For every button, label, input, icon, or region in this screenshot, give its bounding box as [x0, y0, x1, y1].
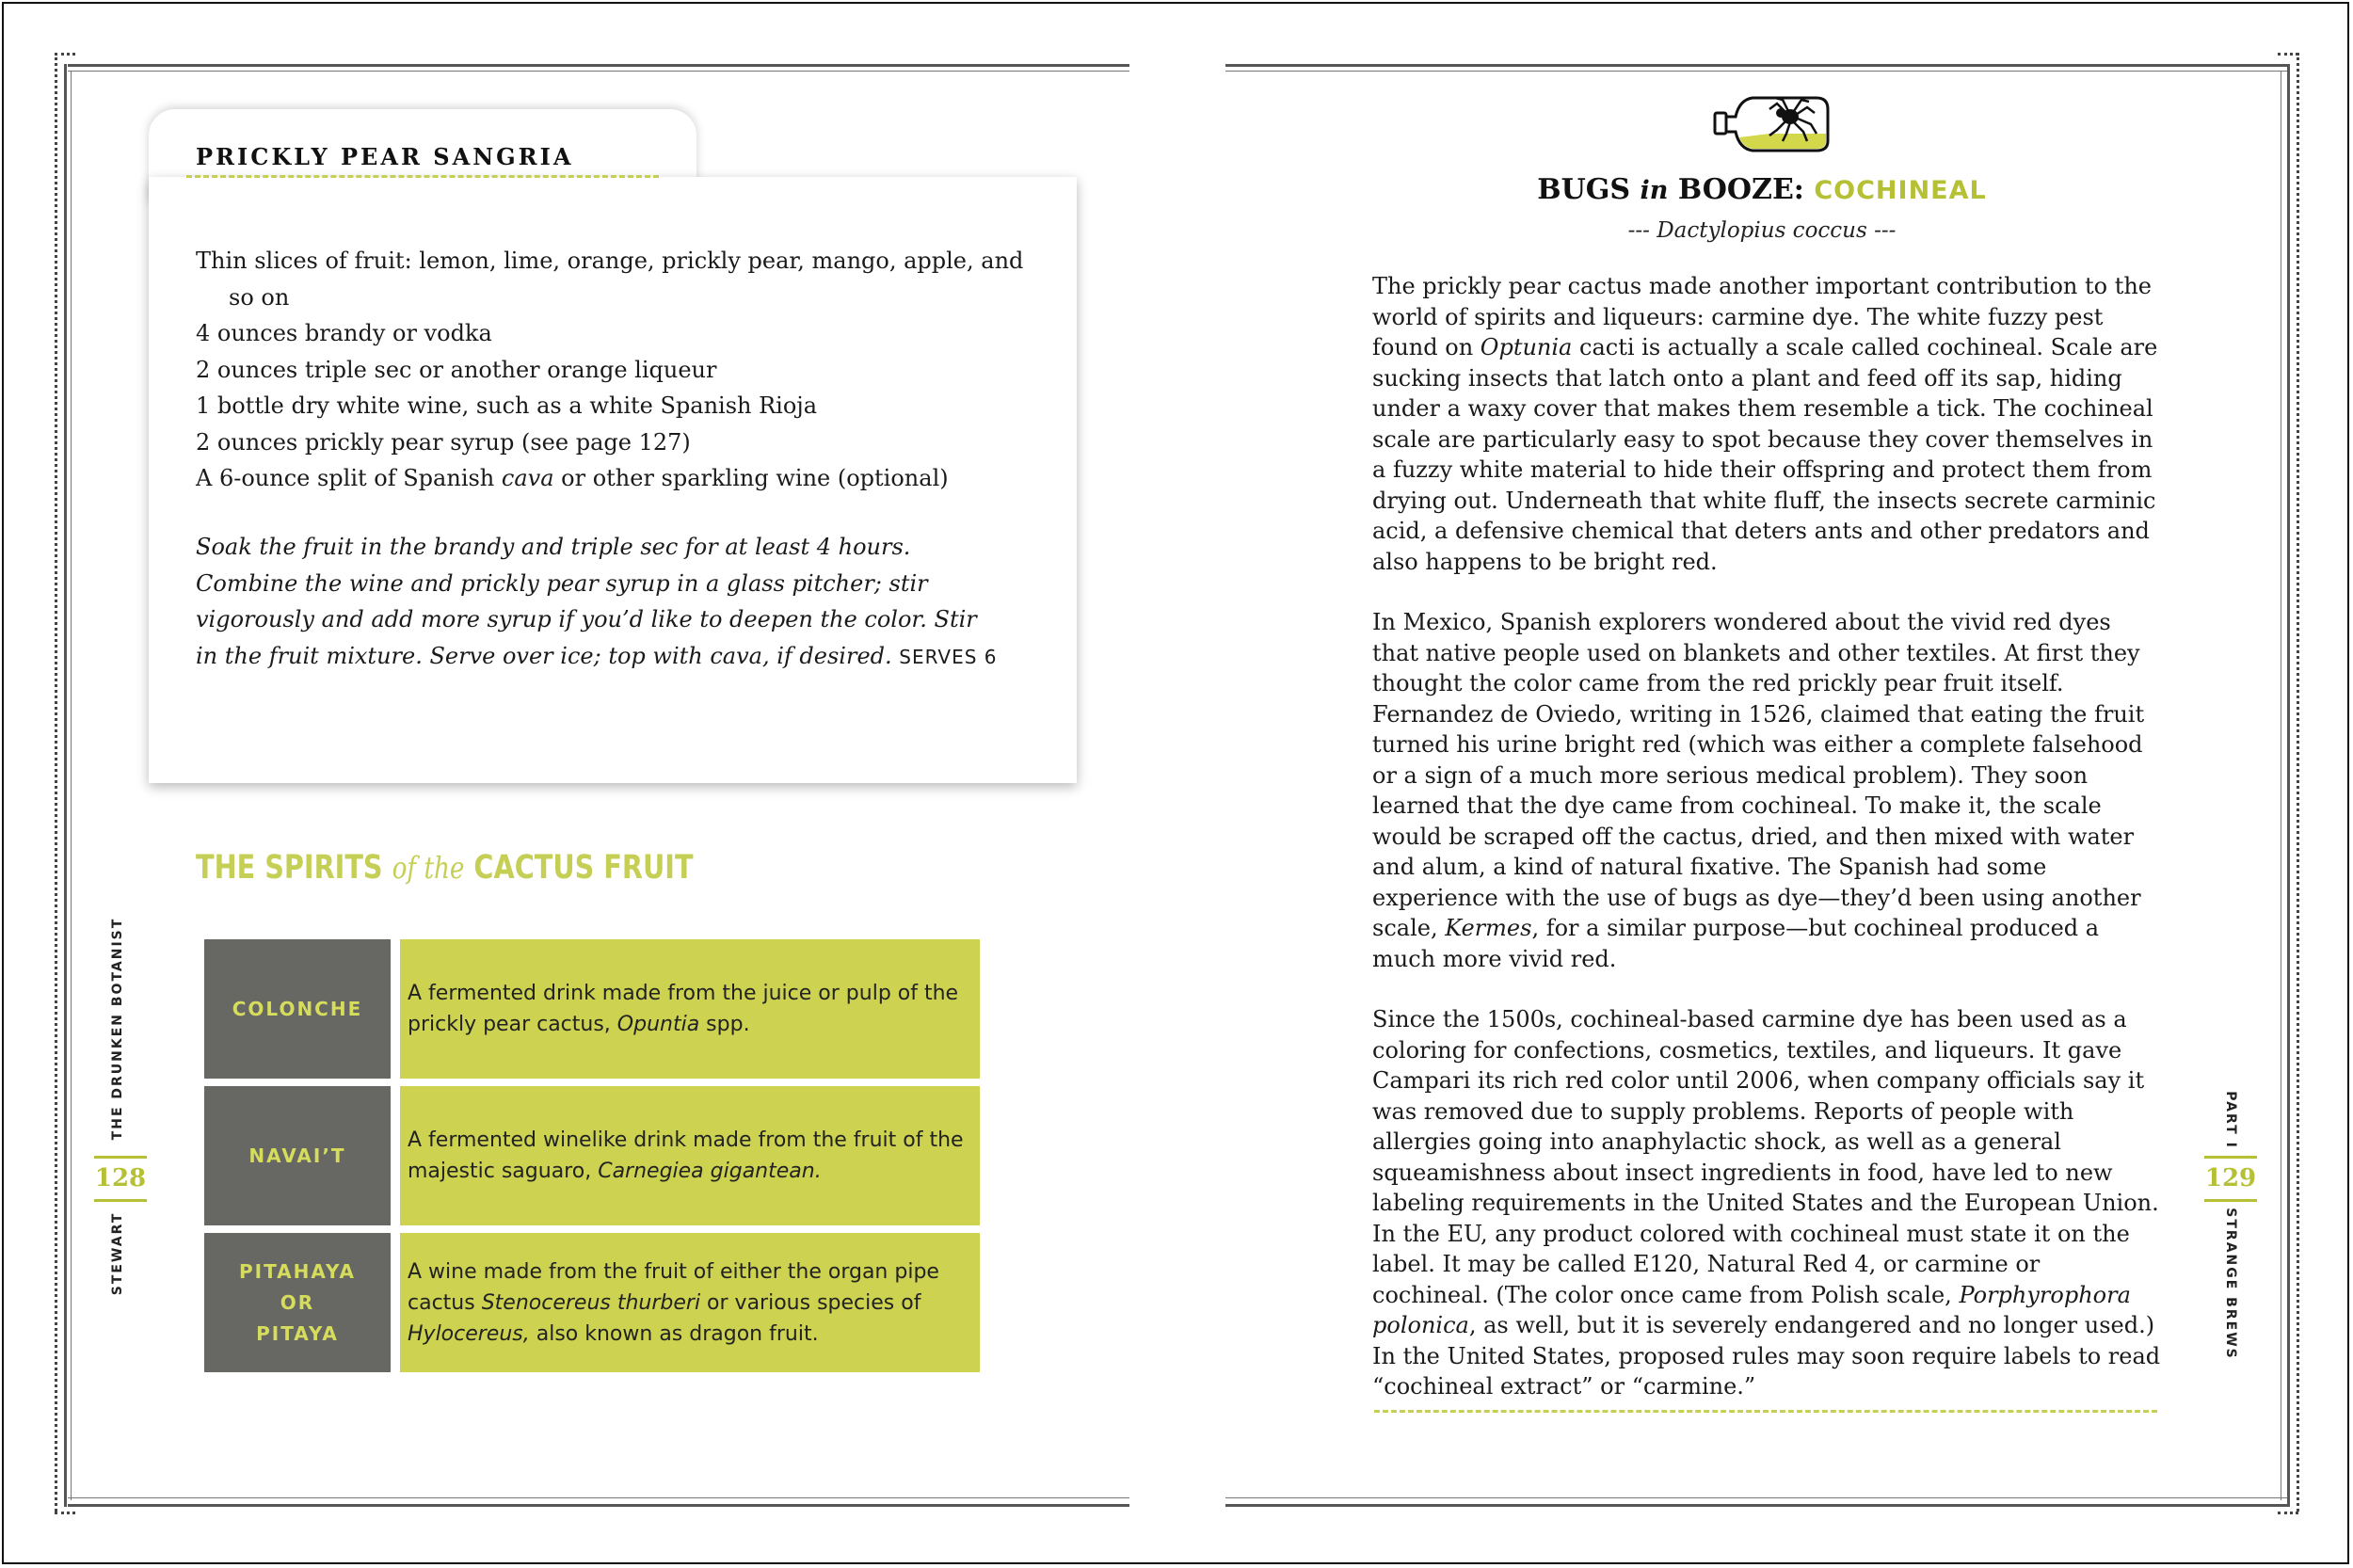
ingredient-item: 1 bottle dry white wine, such as a white Spanish Rioja	[196, 392, 818, 419]
bugs-body	[1372, 271, 2163, 1432]
spirit-description: A wine made from the fruit of either the organ pipe cactus Stenocereus thurberi or various species of Hylocereus, also known as dragon fruit.	[400, 1233, 980, 1372]
paragraph: Since the 1500s, cochineal-based carmine dye has been used as a coloring for confections, cosmetics, textiles, and liqueurs. It gave Campari its rich red color until 2006, when company officials say it was removed due to supply problems. Reports of people with allergies going into anaphylactic shock, as well as a general squeamishness about insect ingredients in food, have led to new labeling requirements in the United States and the European Union. In the EU, any product colored with cochineal must state it on the label. It may be called E120, Natural Red 4, or carmine or cochineal. (The color once came from Polish scale, Porphyrophora polonica, as well, but it is severely endangered and no longer used.) In the United States, proposed rules may soon require labels to read “cochineal extract” or “carmine.”	[1372, 1006, 2161, 1400]
species-subtitle: --- Dactylopius coccus ---	[1627, 218, 1897, 243]
author-folio: STEWART	[110, 1211, 125, 1296]
spirit-name: NAVAI’T	[204, 1086, 391, 1225]
recipe-title-underline	[186, 175, 659, 178]
section-end-rule	[1374, 1410, 2157, 1413]
recipe-title: PRICKLY PEAR SANGRIA	[196, 143, 574, 170]
part-folio: PART I	[2223, 1091, 2238, 1149]
recipe-serves: SERVES 6	[899, 645, 998, 668]
table-row	[204, 939, 980, 1079]
table-row	[204, 1086, 980, 1225]
page-number-right: 129	[2204, 1164, 2257, 1192]
ingredient-list	[196, 243, 1043, 497]
page-number-left: 128	[94, 1164, 147, 1192]
ingredient-item: Thin slices of fruit: lemon, lime, orange, prickly pear, mango, apple, and so on	[196, 248, 1024, 311]
ingredient-item: 4 ounces brandy or vodka	[196, 320, 492, 346]
bugs-title: BUGS in BOOZE: COCHINEAL	[1537, 173, 1987, 206]
spirit-name: COLONCHE	[204, 939, 391, 1079]
paragraph: In Mexico, Spanish explorers wondered about the vivid red dyes that native people used on blankets and other textiles. At first they thought the color came from the red prickly pear fruit itself. Fernandez de Oviedo, writing in 1526, claimed that eating the fruit turned his urine bright red (which was either a complete falsehood or a sign of a much more serious medical problem). They soon learned that the dye came from cochineal. To make it, the scale would be scraped off the cactus, dried, and then mixed with water and alum, a kind of natural fixative. The Spanish had some experience with the use of bugs as dye—they’d been using another scale, Kermes, for a similar purpose—but cochineal produced a much more vivid red.	[1372, 609, 2145, 972]
ingredient-item: 2 ounces triple sec or another orange liqueur	[196, 356, 717, 383]
spirit-description: A fermented winelike drink made from the fruit of the majestic saguaro, Carnegiea gigantean.	[400, 1086, 980, 1225]
paragraph: The prickly pear cactus made another important contribution to the world of spirits and liqueurs: carmine dye. The white fuzzy pest found on Optunia cacti is actually a scale called cochineal. Scale are sucking insects that latch onto a plant and feed off its sap, hiding under a waxy cover that makes them resemble a tick. The cochineal scale are particularly easy to spot because they cover themselves in a fuzzy white material to hide their offspring and protect them from drying out. Underneath that white fluff, the insects secrete carminic acid, a defensive chemical that deters ants and other predators and also happens to be bright red.	[1372, 273, 2158, 575]
ingredient-item: A 6-ounce split of Spanish cava or other sparkling wine (optional)	[196, 465, 949, 491]
spirits-heading: THE SPIRITS of the CACTUS FRUIT	[196, 849, 694, 887]
book-title-folio: THE DRUNKEN BOTANIST	[110, 917, 125, 1141]
spirit-description: A fermented drink made from the juice or pulp of the prickly pear cactus, Opuntia spp.	[400, 939, 980, 1079]
spirit-name: PITAHAYA OR PITAYA	[204, 1233, 391, 1372]
section-folio: STRANGE BREWS	[2223, 1208, 2238, 1360]
ingredient-item: 2 ounces prickly pear syrup (see page 127)	[196, 428, 691, 456]
recipe-method: Soak the fruit in the brandy and triple sec for at least 4 hours. Combine the wine and prickly pear syrup in a glass pitcher; stir vigorously and add more syrup if you’d like to deepen the color. Stir in the fruit mixture. Serve over ice; top with cava, if desired. SERVES 6	[196, 534, 998, 669]
table-row	[204, 1233, 980, 1372]
spider-bottle-icon	[1711, 92, 1833, 154]
